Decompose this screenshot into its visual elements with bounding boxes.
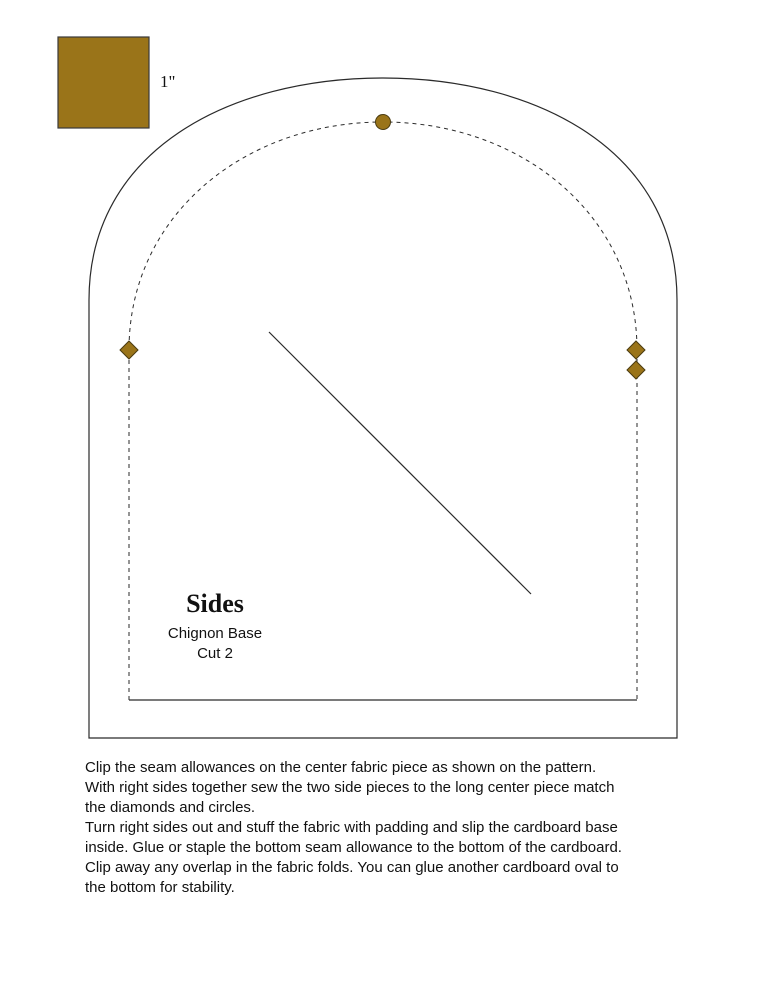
circle-marker [376, 115, 391, 130]
instructions [85, 758, 715, 898]
instruction-line: Turn right sides out and stuff the fabric with padding and slip the cardboard base [85, 819, 618, 836]
diamond-marker-left [120, 341, 138, 359]
diamond-marker-right-top [627, 341, 645, 359]
instruction-line: Clip the seam allowances on the center fabric piece as shown on the pattern. [85, 759, 597, 776]
pattern-title: Sides [186, 589, 244, 618]
diamond-marker-right-bottom [627, 361, 645, 379]
instruction-line: With right sides together sew the two side pieces to the long center piece match [85, 779, 615, 796]
instruction-line: inside. Glue or staple the bottom seam allowance to the bottom of the cardboard. [85, 839, 622, 856]
instruction-line: the bottom for stability. [85, 879, 235, 896]
pattern-cut-count: Cut 2 [197, 645, 233, 662]
instruction-line: the diamonds and circles. [85, 799, 256, 816]
scale-label: 1" [160, 72, 176, 91]
scale-square [58, 37, 149, 128]
grain-line [269, 332, 531, 594]
instruction-line: Clip away any overlap in the fabric folds. You can glue another cardboard oval to [85, 859, 619, 876]
pattern-subtitle: Chignon Base [167, 625, 263, 642]
